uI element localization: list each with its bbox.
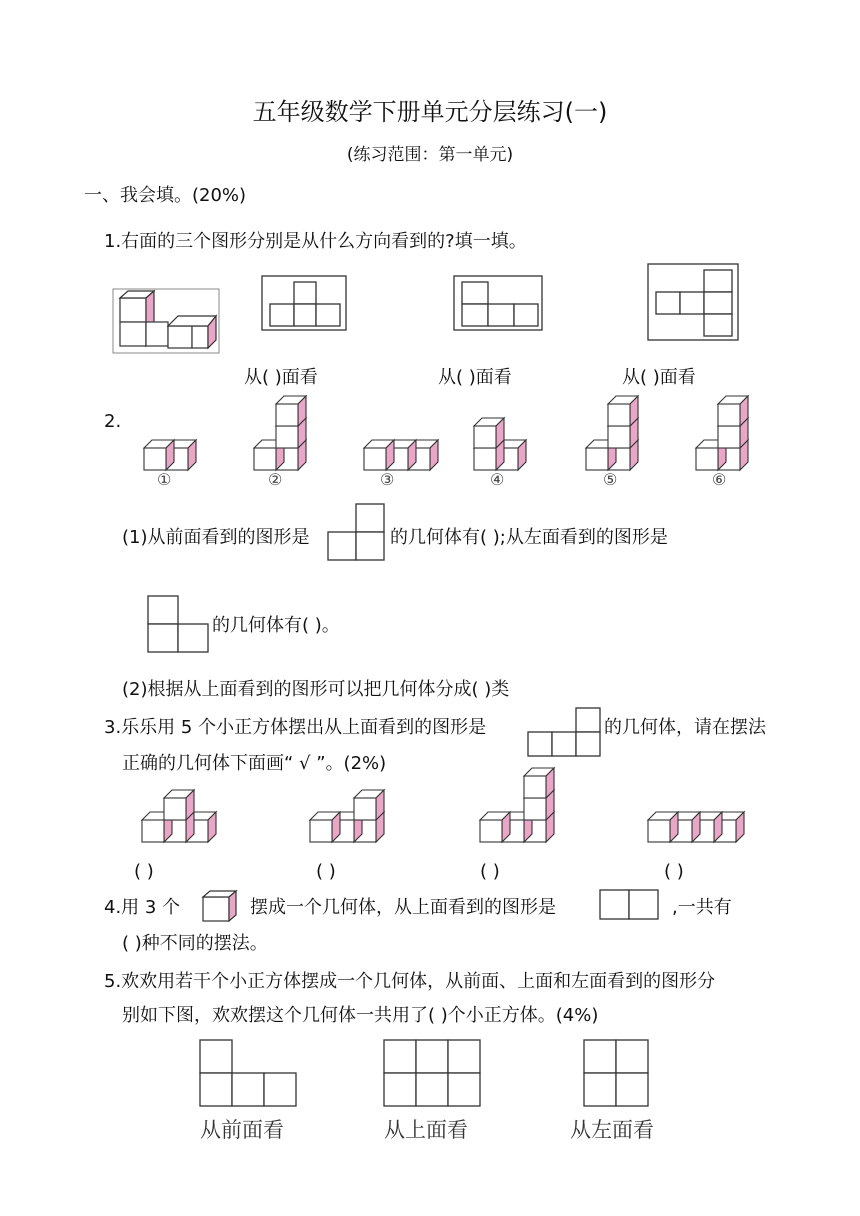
q3-blank-4[interactable]: ( ) xyxy=(664,861,684,882)
fig2-cube-4 xyxy=(276,396,306,426)
q3-top-view-shape xyxy=(526,706,604,758)
q3-blank-1[interactable]: ( ) xyxy=(134,861,154,882)
q3-blank-2[interactable]: ( ) xyxy=(316,861,336,882)
q5-caption-left: 从左面看 xyxy=(570,1118,654,1142)
figure-number-3: ③ xyxy=(380,470,395,489)
q3fig4-cube-4 xyxy=(648,812,678,842)
page-title: 五年级数学下册单元分层练习(一) xyxy=(252,98,608,126)
q2-part2[interactable]: (2)根据从上面看到的图形可以把几何体分成( )类 xyxy=(122,679,510,700)
q4-cube-icon xyxy=(200,888,240,924)
q5-line2[interactable]: 别如下图，欢欢摆这个几何体一共用了( )个小正方体。(4%) xyxy=(122,1005,599,1026)
fig6-cube-4 xyxy=(718,396,748,426)
q5-caption-top: 从上面看 xyxy=(384,1118,468,1142)
q2-part1-a: (1)从前面看到的图形是 xyxy=(122,527,310,548)
q5-front-view xyxy=(198,1038,300,1110)
fig3-cube-3 xyxy=(364,440,394,470)
q1-answer-1[interactable]: 从( )面看 xyxy=(244,367,318,388)
q4-line1-b: 摆成一个几何体，从上面看到的图形是 xyxy=(250,897,556,918)
q2-part1-c[interactable]: 的几何体有( )。 xyxy=(212,615,340,636)
q2-left-view-shape xyxy=(144,592,210,656)
q1-text: 1.右面的三个图形分别是从什么方向看到的?填一填。 xyxy=(104,231,527,252)
q1-view-3 xyxy=(648,264,740,342)
q5-line1: 5.欢欢用若干个小正方体摆成一个几何体，从前面、上面和左面看到的图形分 xyxy=(104,971,716,992)
q3fig3-cube-3 xyxy=(480,812,510,842)
q3fig2-cube-4 xyxy=(354,790,384,820)
figure-number-6: ⑥ xyxy=(712,470,727,489)
figure-number-5: ⑤ xyxy=(603,470,618,489)
q2-part1-b[interactable]: 的几何体有( );从左面看到的图形是 xyxy=(390,527,668,548)
q2-front-view-shape xyxy=(326,502,388,564)
q3fig1-cube-4 xyxy=(164,790,194,820)
q5-left-view xyxy=(582,1038,652,1110)
q4-top-view-shape xyxy=(598,888,662,922)
q1-answer-2[interactable]: 从( )面看 xyxy=(438,367,512,388)
figure-number-1: ① xyxy=(157,470,172,489)
section-heading: 一、我会填。(20%) xyxy=(84,185,247,206)
q4-line1-c: ,一共有 xyxy=(672,897,732,918)
fig5-cube-4 xyxy=(608,396,638,426)
q3-line1-a: 3.乐乐用 5 个小正方体摆出从上面看到的图形是 xyxy=(104,717,487,738)
figure-number-4: ④ xyxy=(490,470,505,489)
page-subtitle: (练习范围：第一单元) xyxy=(346,145,514,165)
q5-top-view xyxy=(382,1038,484,1110)
figure-number-2: ② xyxy=(268,470,283,489)
q3-line2: 正确的几何体下面画“ √ ”。(2%) xyxy=(122,753,387,774)
q4-line2[interactable]: ( )种不同的摆法。 xyxy=(122,933,268,954)
q5-caption-front: 从前面看 xyxy=(200,1118,284,1142)
q2-solid-figures xyxy=(130,398,770,498)
fig1-cube-2 xyxy=(144,440,174,470)
q2-label: 2. xyxy=(104,411,122,432)
fig4-cube-3 xyxy=(474,418,504,448)
q1-view-2 xyxy=(454,276,544,332)
q3-blank-3[interactable]: ( ) xyxy=(480,861,500,882)
q3fig3-cube-5 xyxy=(524,768,554,798)
q3-solid-figures xyxy=(130,776,770,846)
q1-answer-3[interactable]: 从( )面看 xyxy=(622,367,696,388)
q1-view-1 xyxy=(262,276,348,332)
q3-line1-b: 的几何体，请在摆法 xyxy=(604,717,766,738)
q3fig2-cube-3 xyxy=(310,812,340,842)
q4-line1-a: 4.用 3 个 xyxy=(104,897,181,918)
q1-solid-figure xyxy=(112,288,222,358)
